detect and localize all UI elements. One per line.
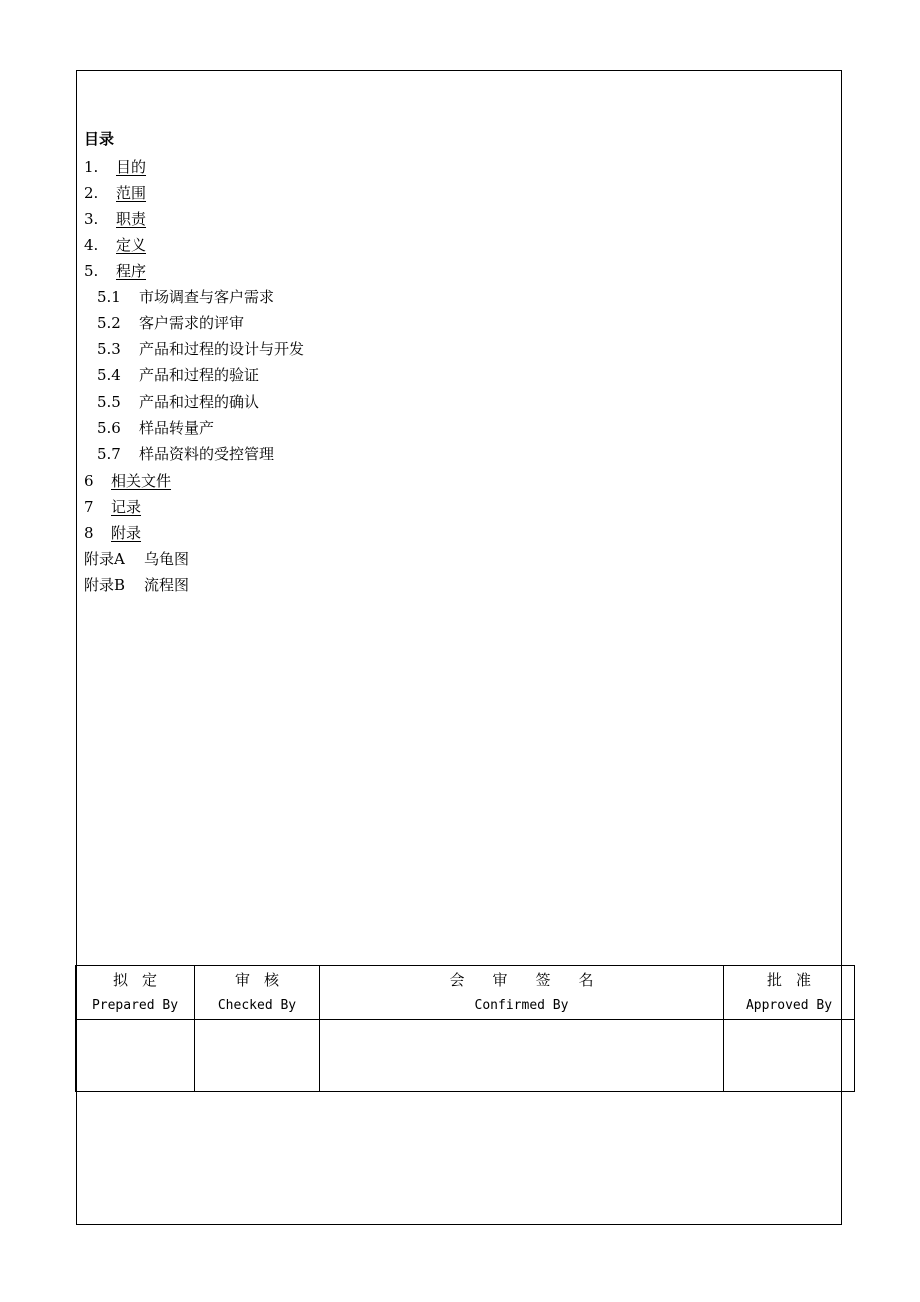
toc-subitem-number: 5.2 — [97, 314, 121, 332]
toc-subitem-number: 5.1 — [97, 288, 121, 306]
toc-subitem-label: 样品资料的受控管理 — [139, 445, 275, 463]
toc-subitem-label: 样品转量产 — [139, 419, 215, 437]
prepared-by-cn: 拟定 — [112, 970, 171, 989]
toc-link-procedure[interactable]: 程序 — [116, 262, 147, 280]
checked-by-cn: 审核 — [234, 970, 293, 989]
toc-item-number: 1. — [84, 158, 99, 176]
toc-subitem-label: 客户需求的评审 — [139, 314, 245, 332]
toc-item-number: 2. — [84, 184, 99, 202]
signature-header-row — [76, 966, 855, 1020]
toc-item-number: 3. — [84, 210, 99, 228]
toc-subitem-number: 5.4 — [97, 366, 121, 384]
toc-subitem-number: 5.6 — [97, 419, 121, 437]
appendix-label: 流程图 — [144, 576, 190, 594]
signature-table — [75, 965, 855, 1092]
toc-item-number: 6 — [84, 472, 94, 490]
appendix-number: 附录B — [84, 576, 126, 594]
confirmed-by-signature-cell[interactable] — [320, 1020, 724, 1092]
toc-subitem-label: 产品和过程的设计与开发 — [139, 340, 305, 358]
toc-subitem-number: 5.7 — [97, 445, 121, 463]
appendix-number: 附录A — [84, 550, 125, 568]
toc-link-related-documents[interactable]: 相关文件 — [111, 472, 172, 490]
confirmed-by-cn: 会审签名 — [449, 970, 622, 989]
prepared-by-signature-cell[interactable] — [76, 1020, 195, 1092]
toc-item-number: 5. — [84, 262, 99, 280]
toc-link-definition[interactable]: 定义 — [116, 236, 147, 254]
toc-subitem-number: 5.5 — [97, 393, 121, 411]
confirmed-by-en: Confirmed By — [474, 997, 569, 1013]
toc-subitem-label: 产品和过程的确认 — [139, 393, 260, 411]
toc-item-number: 8 — [84, 524, 94, 542]
toc-link-scope[interactable]: 范围 — [116, 184, 147, 202]
toc-link-purpose[interactable]: 目的 — [116, 158, 147, 176]
toc-subitem-number: 5.3 — [97, 340, 121, 358]
checked-by-signature-cell[interactable] — [195, 1020, 320, 1092]
toc-link-appendix[interactable]: 附录 — [111, 524, 142, 542]
approved-by-header — [724, 966, 855, 1020]
approved-by-signature-cell[interactable] — [724, 1020, 855, 1092]
confirmed-by-header — [320, 966, 724, 1020]
toc-title: 目录 — [84, 130, 115, 148]
appendix-label: 乌龟图 — [144, 550, 190, 568]
approved-by-en: Approved By — [745, 997, 833, 1013]
toc-item-number: 7 — [84, 498, 94, 516]
toc-item-number: 4. — [84, 236, 99, 254]
toc-link-responsibility[interactable]: 职责 — [116, 210, 147, 228]
approved-by-cn: 批准 — [766, 970, 825, 989]
toc-link-records[interactable]: 记录 — [111, 498, 142, 516]
prepared-by-header — [76, 966, 195, 1020]
signature-row — [76, 1020, 855, 1092]
toc-subitem-label: 产品和过程的验证 — [139, 366, 260, 384]
prepared-by-en: Prepared By — [91, 997, 179, 1013]
toc-subitem-label: 市场调查与客户需求 — [139, 288, 275, 306]
checked-by-header — [195, 966, 320, 1020]
checked-by-en: Checked By — [217, 997, 297, 1013]
